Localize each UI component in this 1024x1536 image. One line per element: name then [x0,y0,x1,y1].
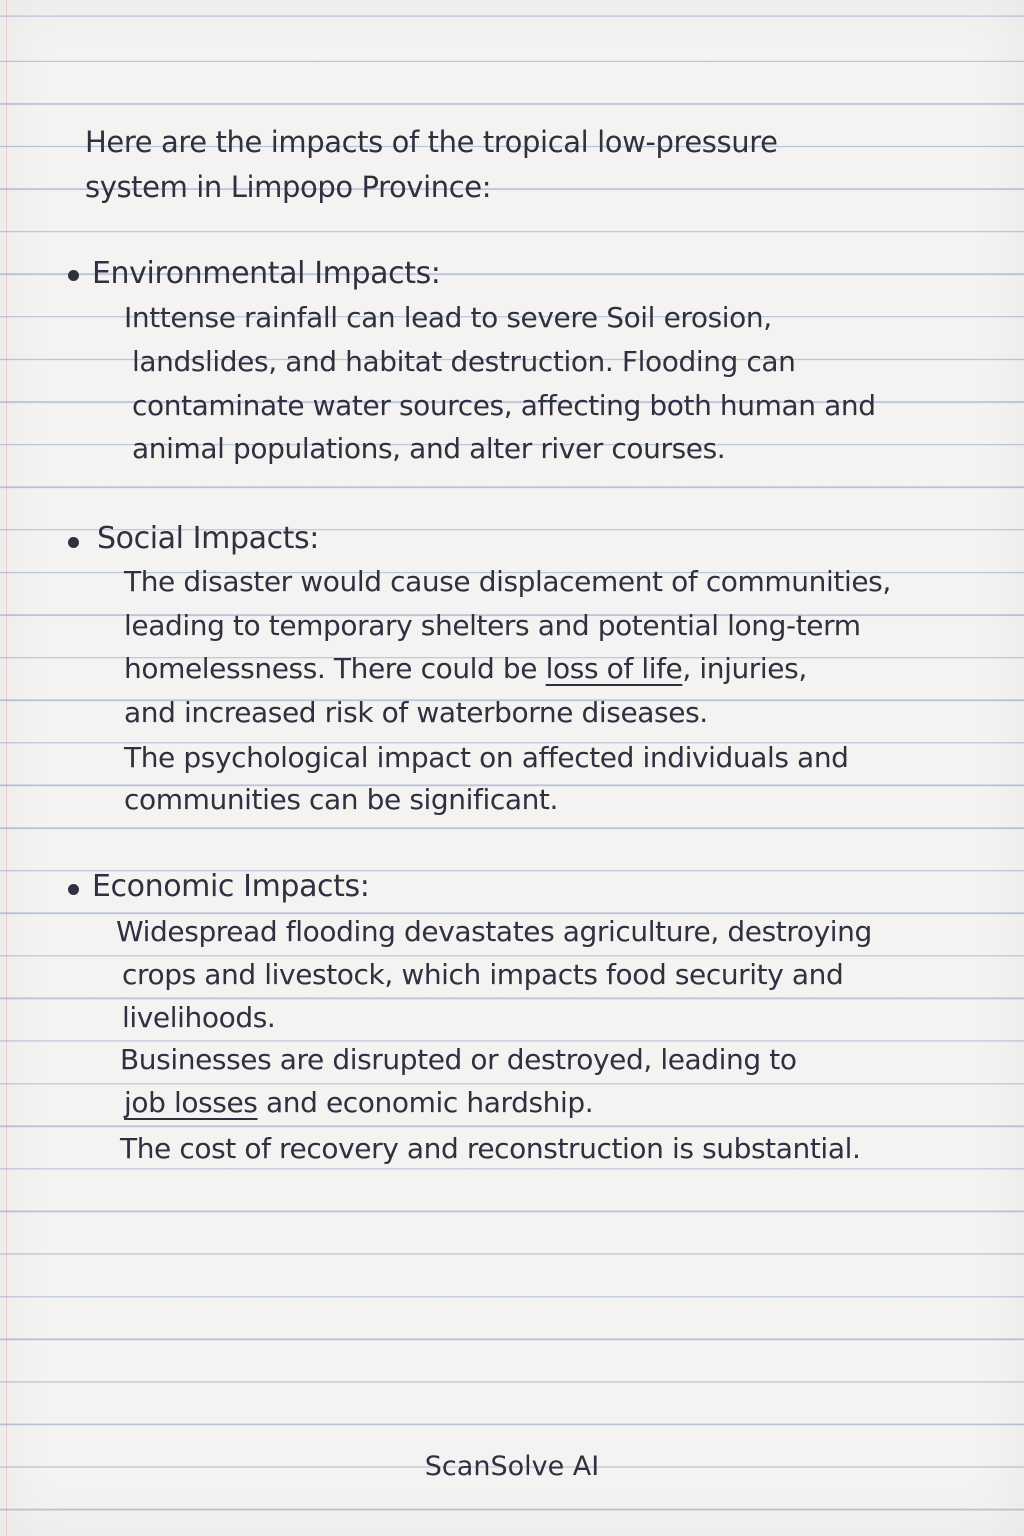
environmental-line-3: contaminate water sources, affecting both human and [132,389,876,422]
intro-line-1: Here are the impacts of the tropical low-pressure [85,125,778,159]
heading-social: Social Impacts: [97,521,319,556]
economic-line-4: Businesses are disrupted or destroyed, leading to [120,1043,797,1076]
heading-environmental: Environmental Impacts: [92,256,441,291]
economic-line-5 [124,1086,594,1119]
social-line-3-end: , injuries, [682,652,807,685]
environmental-line-4: animal populations, and alter river courses. [132,432,726,465]
economic-line-3: livelihoods. [122,1001,276,1034]
loss-of-life-underlined: loss of life [545,652,683,685]
bullet-environmental [68,270,79,281]
economic-line-6: The cost of recovery and reconstruction is substantial. [120,1132,861,1165]
economic-line-2: crops and livestock, which impacts food security and [122,958,844,991]
heading-economic: Economic Impacts: [92,869,370,904]
social-line-4: and increased risk of waterborne diseases. [124,696,708,729]
social-line-3 [124,652,807,685]
environmental-line-2: landslides, and habitat destruction. Flooding can [132,345,796,378]
environmental-line-1: Inttense rainfall can lead to severe Soil erosion, [124,301,772,334]
job-losses-underlined: job losses [124,1086,258,1119]
social-line-1: The disaster would cause displacement of communities, [124,565,891,598]
social-line-5: The psychological impact on affected individuals and [124,741,849,774]
intro-line-2: system in Limpopo Province: [85,170,492,204]
social-line-3-start: homelessness. There could be [124,652,546,685]
economic-line-1: Widespread flooding devastates agriculture, destroying [116,915,872,948]
social-line-2: leading to temporary shelters and potential long-term [124,609,861,642]
economic-line-5-end: and economic hardship. [257,1086,594,1119]
bullet-social [68,537,79,548]
bullet-economic [68,884,79,895]
footer-brand: ScanSolve AI [424,1451,600,1482]
social-line-6: communities can be significant. [124,783,559,816]
margin-line [6,0,7,1536]
